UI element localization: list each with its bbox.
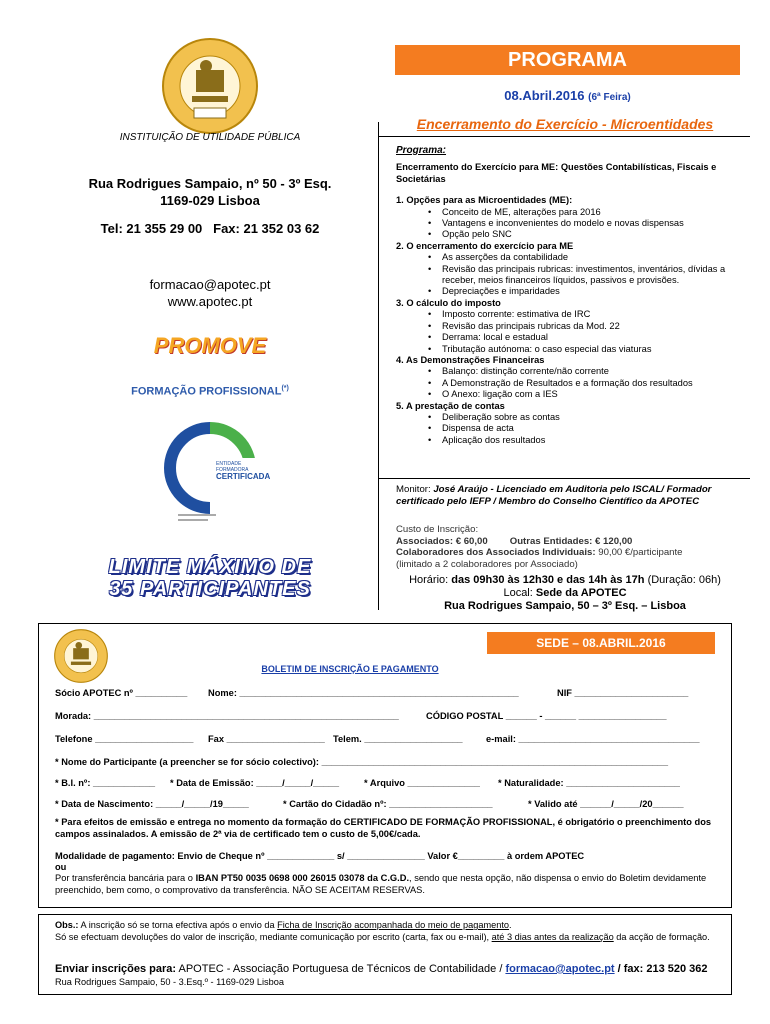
obs-deadline: até 3 dias antes da realização bbox=[491, 931, 614, 942]
arquivo-field[interactable]: * Arquivo ______________ bbox=[364, 778, 480, 788]
cost-collab-label: Colaboradores dos Associados Individuais: bbox=[396, 547, 596, 558]
cost-collab-value: 90,00 €/participante bbox=[598, 547, 683, 558]
program-list-item: • Revisão das principais rubricas: investimentos, inventários, dívidas a receber, meios financeiros líquidos, passivos e provisões. bbox=[442, 264, 736, 287]
location-address: Rua Rodrigues Sampaio, 50 – 3º Esq. – Lisboa bbox=[444, 600, 686, 612]
program-list-item: • Aplicação dos resultados bbox=[442, 435, 736, 446]
nome-field[interactable]: Nome: ______________________________________________________ bbox=[208, 688, 519, 698]
program-list-item: • O Anexo: ligação com a IES bbox=[442, 389, 736, 400]
transfer-text-b: , sendo que nesta opção, não dispensa o envio do Boletim devidamente preenchido, bem como, o comprovativo da transferência. NÃO SE ACEITAM RESERVAS. bbox=[55, 873, 707, 895]
fax-field[interactable]: Fax ___________________ bbox=[208, 734, 325, 744]
obs-text-b: . bbox=[509, 920, 512, 930]
program-section-list bbox=[396, 207, 736, 241]
send-label: Enviar inscrições para: bbox=[55, 963, 177, 975]
day-text: (6ª Feira) bbox=[588, 92, 631, 103]
schedule-label: Horário: bbox=[409, 574, 449, 586]
programa-banner: PROGRAMA bbox=[395, 45, 740, 75]
dgert-certified-logo bbox=[160, 418, 271, 528]
valido-ate-field[interactable]: * Valido até ______/_____/20______ bbox=[528, 799, 684, 809]
naturalidade-field[interactable]: * Naturalidade: ______________________ bbox=[498, 778, 680, 788]
cost-info bbox=[396, 524, 736, 570]
iban-text: IBAN PT50 0035 0698 000 26015 03078 da C.G.D. bbox=[195, 873, 410, 884]
location-label: Local: bbox=[503, 587, 533, 599]
program-list-item: • Revisão das principais rubricas da Mod. 22 bbox=[442, 321, 736, 332]
obs-text-c: Só se efectuam devoluções do valor de inscrição, mediante comunicação por escrito (carta, fax ou e-mail), bbox=[55, 931, 492, 942]
monitor-info bbox=[396, 484, 736, 508]
divider-top bbox=[378, 136, 750, 137]
program-section-list bbox=[396, 366, 736, 400]
contact-block bbox=[40, 276, 380, 310]
program-list-item: • As asserções da contabilidade bbox=[442, 252, 736, 263]
program-list-item: • Opção pelo SNC bbox=[442, 229, 736, 240]
program-list-item: • Depreciações e imparidades bbox=[442, 286, 736, 297]
program-section-title: 3. O cálculo do imposto bbox=[396, 297, 501, 308]
payment-cheque-field[interactable]: Modalidade de pagamento: Envio de Cheque nº _____________ s/ _______________ Valor €_________ à ordem APOTEC bbox=[55, 851, 585, 861]
formacao-sup: (*) bbox=[281, 385, 289, 392]
svg-text:ENTIDADE: ENTIDADE bbox=[216, 461, 242, 467]
observations bbox=[55, 920, 720, 943]
course-title: Encerramento do Exercício - Microentidades bbox=[416, 116, 714, 132]
institution-label: INSTITUIÇÃO DE UTILIDADE PÚBLICA bbox=[119, 132, 301, 143]
schedule-location bbox=[380, 574, 750, 613]
obs-text-d: da acção de formação. bbox=[613, 931, 710, 942]
cost-others: Outras Entidades: € 120,00 bbox=[509, 535, 633, 547]
schedule-text: das 09h30 às 12h30 e das 14h às 17h bbox=[451, 574, 645, 586]
column-divider bbox=[378, 122, 379, 610]
website-link[interactable]: www.apotec.pt bbox=[167, 294, 253, 309]
program-sections bbox=[396, 195, 736, 446]
program-section-list bbox=[396, 252, 736, 298]
telefone-field[interactable]: Telefone ___________________ bbox=[55, 734, 194, 744]
certificate-note: * Para efeitos de emissão e entrega no momento da formação do CERTIFICADO DE FORMAÇÃO PROFISSIONAL, é obrigatório o preenchimento dos campos assinalados. A emissão de 2ª via de certificado tem o custo de 5,00€/cada. bbox=[55, 817, 712, 839]
monitor-label: Monitor: bbox=[396, 484, 431, 495]
obs-label: Obs.: bbox=[55, 920, 79, 930]
location-text: Sede da APOTEC bbox=[535, 587, 627, 599]
svg-text:CERTIFICADA: CERTIFICADA bbox=[216, 472, 271, 481]
email-link[interactable]: formacao@apotec.pt bbox=[149, 277, 271, 292]
monitor-text: José Araújo - Licenciado em Auditoria pelo ISCAL/ Formador certificado pelo IEFP / Membro do Conselho Científico da APOTEC bbox=[396, 484, 712, 507]
event-date bbox=[395, 88, 740, 103]
program-list-item: • Derrama: local e estadual bbox=[442, 332, 736, 343]
apotec-logo-small bbox=[53, 628, 109, 684]
address-line-2: 1169-029 Lisboa bbox=[160, 193, 260, 208]
nif-field[interactable]: NIF ______________________ bbox=[557, 688, 689, 698]
divider-mid bbox=[378, 478, 750, 479]
data-nascimento-field[interactable]: * Data de Nascimento: _____/_____/19_____ bbox=[55, 799, 249, 809]
limit-line-2: 35 PARTICIPANTES bbox=[109, 578, 311, 600]
socio-field[interactable]: Sócio APOTEC nº __________ bbox=[55, 688, 188, 698]
limit-line-1: LIMITE MÁXIMO DE bbox=[108, 556, 312, 578]
duration-text: (Duração: 06h) bbox=[647, 574, 721, 586]
svg-text:FORMADORA: FORMADORA bbox=[216, 467, 249, 473]
send-email-link[interactable]: formacao@apotec.pt bbox=[505, 963, 615, 975]
promove-heading: PROMOVE bbox=[153, 333, 267, 358]
payment-transfer bbox=[55, 873, 715, 895]
sede-banner: SEDE – 08.ABRIL.2016 bbox=[487, 632, 715, 654]
program-intro: Encerramento do Exercício para ME: Questões Contabilísticas, Fiscais e Societárias bbox=[396, 162, 717, 184]
program-content bbox=[396, 145, 736, 446]
program-list-item: • Conceito de ME, alterações para 2016 bbox=[442, 207, 736, 218]
participant-name-field[interactable]: * Nome do Participante (a preencher se for sócio colectivo): ___________________________________________________________________ bbox=[55, 757, 669, 767]
formacao-label bbox=[40, 385, 380, 398]
cost-limit: (limitado a 2 colaboradores por Associado) bbox=[396, 558, 578, 570]
morada-field[interactable]: Morada: ___________________________________________________________ bbox=[55, 711, 399, 721]
email-field[interactable]: e-mail: ___________________________________ bbox=[486, 734, 700, 744]
obs-text-a: A inscrição só se torna efectiva após o envio da bbox=[78, 920, 278, 930]
cost-associates: Associados: € 60,00 bbox=[396, 535, 488, 547]
telem-field[interactable]: Telem. ___________________ bbox=[333, 734, 463, 744]
bi-field[interactable]: * B.I. nº: ____________ bbox=[55, 778, 156, 788]
program-list-item: • Imposto corrente: estimativa de IRC bbox=[442, 309, 736, 320]
program-section-title: 2. O encerramento do exercício para ME bbox=[396, 240, 574, 251]
send-info bbox=[55, 963, 720, 989]
send-address: Rua Rodrigues Sampaio, 50 - 3.Esq.º - 1169-029 Lisboa bbox=[55, 977, 284, 987]
program-list-item: • A Demonstração de Resultados e a formação dos resultados bbox=[442, 378, 736, 389]
program-label: Programa: bbox=[396, 145, 447, 156]
cartao-cidadao-field[interactable]: * Cartão do Cidadão nº: ____________________ bbox=[283, 799, 493, 809]
program-list-item: • Balanço: distinção corrente/não corrente bbox=[442, 366, 736, 377]
data-emissao-field[interactable]: * Data de Emissão: _____/_____/_____ bbox=[170, 778, 340, 788]
program-section-title: 4. As Demonstrações Financeiras bbox=[396, 354, 545, 365]
program-list-item: • Deliberação sobre as contas bbox=[442, 412, 736, 423]
date-text: 08.Abril.2016 bbox=[504, 88, 585, 103]
address-line-1: Rua Rodrigues Sampaio, nº 50 - 3º Esq. bbox=[88, 176, 332, 191]
obs-text-underlined: Ficha de Inscrição acompanhada do meio de pagamento bbox=[277, 920, 510, 930]
program-section-title: 1. Opções para as Microentidades (ME): bbox=[396, 195, 573, 206]
phone-fax: Tel: 21 355 29 00 Fax: 21 352 03 62 bbox=[100, 221, 320, 236]
address-block bbox=[40, 175, 380, 209]
send-text: APOTEC - Associação Portuguesa de Técnicos de Contabilidade / bbox=[176, 963, 506, 975]
form-title: BOLETIM DE INSCRIÇÃO E PAGAMENTO bbox=[261, 664, 439, 674]
program-section-list bbox=[396, 412, 736, 446]
formacao-text: FORMAÇÃO PROFISSIONAL bbox=[131, 385, 282, 398]
send-fax: / fax: 213 520 362 bbox=[614, 963, 708, 975]
payment-or: ou bbox=[55, 862, 67, 873]
program-list-item: • Vantagens e inconvenientes do modelo e novas dispensas bbox=[442, 218, 736, 229]
cost-label: Custo de Inscrição: bbox=[396, 524, 479, 535]
apotec-logo bbox=[160, 36, 260, 136]
transfer-text-a: Por transferência bancária para o bbox=[55, 873, 196, 884]
program-list-item: • Tributação autónoma: o caso especial das viaturas bbox=[442, 344, 736, 355]
payment-section bbox=[55, 851, 715, 896]
participant-limit bbox=[55, 556, 365, 600]
program-section-title: 5. A prestação de contas bbox=[396, 400, 505, 411]
codigo-postal-field[interactable]: CÓDIGO POSTAL ______ - ______ _________________ bbox=[426, 711, 667, 721]
program-section-list bbox=[396, 309, 736, 355]
program-list-item: • Dispensa de acta bbox=[442, 423, 736, 434]
